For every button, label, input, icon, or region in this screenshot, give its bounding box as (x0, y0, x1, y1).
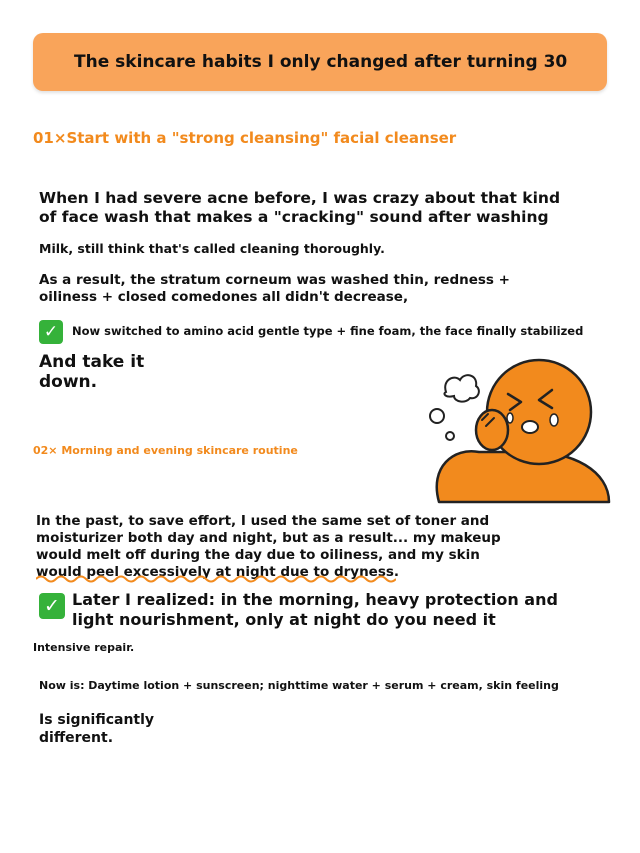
section-2-heading: 02× Morning and evening skincare routine (33, 444, 298, 457)
check-mark-icon: ✓ (39, 593, 65, 619)
section-1-paragraph-3: As a result, the stratum corneum was washed thin, redness + oiliness + closed comedones all didn't decrease, (39, 272, 510, 305)
section-1-closing: And take it down. (39, 352, 145, 393)
section-1-paragraph-2: Milk, still think that's called cleaning thoroughly. (39, 241, 385, 256)
wavy-underline-decoration (36, 574, 396, 584)
section-1-check-row (39, 320, 599, 344)
section-2-paragraph-2: Intensive repair. (33, 641, 135, 654)
section-2-closing: Is significantly different. (39, 712, 155, 746)
section-1-check-text: Now switched to amino acid gentle type + fine foam, the face finally stabilized (72, 324, 584, 338)
section-2-paragraph-3: Now is: Daytime lotion + sunscreen; nighttime water + serum + cream, skin feeling (39, 679, 559, 692)
section-2-check-row (39, 590, 599, 630)
page-title: The skincare habits I only changed after turning 30 (74, 52, 568, 72)
section-2-paragraph-1: In the past, to save effort, I used the same set of toner and moisturizer both day and night, but as a result... my makeup would melt off during the day due to oiliness, and my skin would peel excessively at night due to dryness. (36, 513, 501, 580)
title-banner (33, 33, 607, 91)
crying-character-icon (424, 352, 614, 507)
section-2-check-text: Later I realized: in the morning, heavy protection and light nourishment, only at night do you need it (72, 590, 558, 629)
section-1-heading: 01×Start with a "strong cleansing" facial cleanser (33, 129, 457, 147)
check-mark-icon: ✓ (39, 320, 63, 344)
section-1-paragraph-1: When I had severe acne before, I was crazy about that kind of face wash that makes a "cracking" sound after washing (39, 189, 561, 227)
